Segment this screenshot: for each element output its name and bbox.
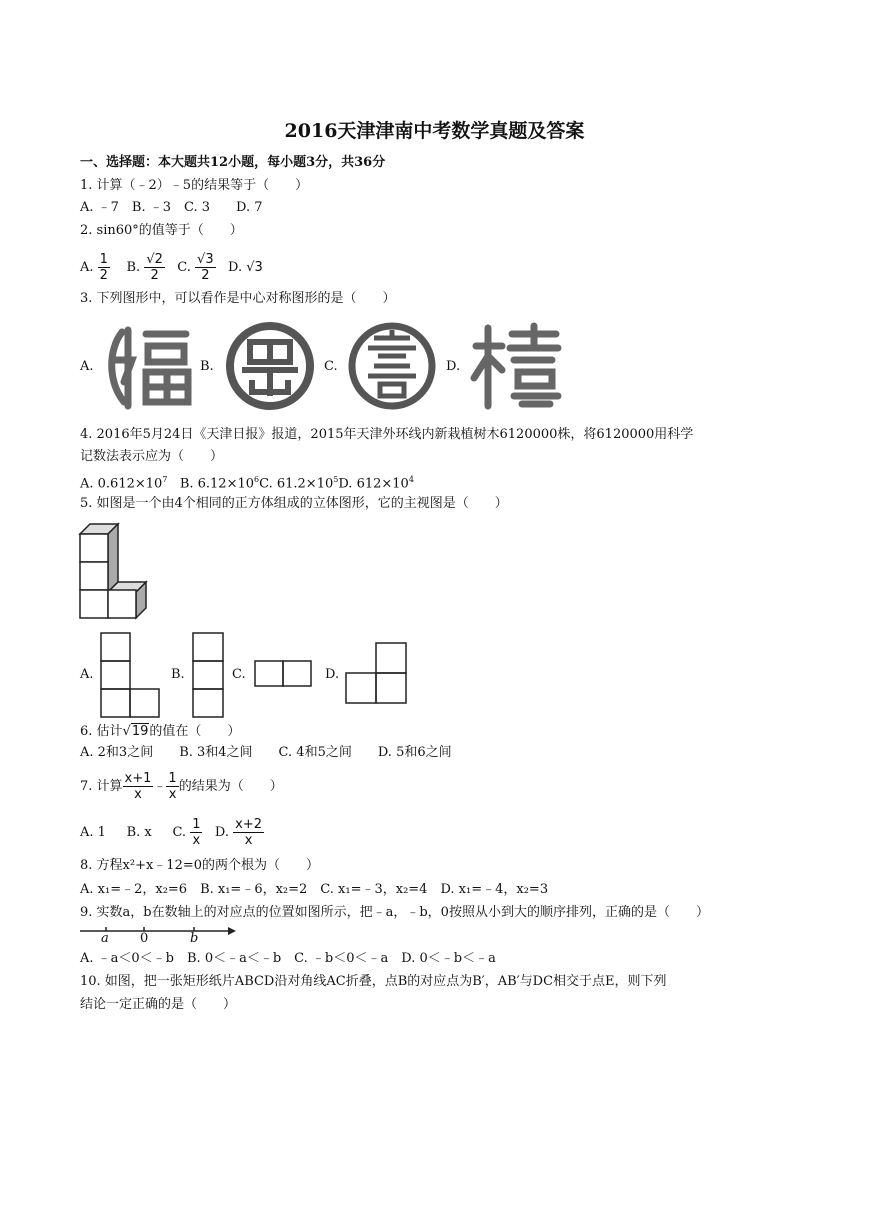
q4-stem-line1: 4. 2016年5月24日《天津日报》报道，2015年天津外环线内新栽植树木6120000株，将6120000用科学 [80,427,694,442]
q3-label-d: D. [446,359,461,374]
q5-label-a: A. [80,667,94,682]
q3-label-c: C. [324,359,338,374]
q5-label-b: B. [171,667,185,682]
q7-option-c-label: C. [172,825,187,840]
fraction-denominator: 2 [201,268,210,283]
q9-options: A. ﹣a＜0＜﹣b B. 0＜﹣a＜﹣b C. ﹣b＜0＜﹣a D. 0＜﹣b＜﹣a [80,951,496,966]
fraction-numerator: 1 [168,771,177,786]
q7-fraction-1 [123,771,154,802]
q5-label-d: D. [325,667,340,682]
q9-axis-label-a: a [101,931,109,946]
q4-option-c: C. 61.2×10 [259,476,334,492]
fraction-numerator: x+2 [235,817,262,832]
q5-solid-figure [78,518,158,620]
q7-option-d-fraction [233,817,264,848]
q4-option-b: B. 6.12×10 [179,476,255,492]
fraction-denominator: x [244,833,253,848]
q7-stem [80,770,283,804]
q3-stem: 3. 下列图形中，可以看作是中心对称图形的是（ ） [80,291,396,306]
q5-option-b-view [192,632,226,718]
fraction-numerator: √3 [197,252,214,267]
fraction-numerator: √2 [146,252,163,267]
q10-stem-line1: 10. 如图，把一张矩形纸片ABCD沿对角线AC折叠，点B的对应点为B′，AB′与DC相交于点E，则下列 [80,974,667,989]
q6-radical: √19 [122,724,149,739]
q2-option-b-fraction [144,252,165,283]
q5-option-d-view [345,642,409,704]
section-heading: 一、选择题：本大题共12小题，每小题3分，共36分 [80,155,386,170]
fraction-denominator: x [168,787,177,802]
q2-option-d-value: √3 [246,260,263,275]
q7-stem-suffix: 的结果为（ ） [178,779,283,794]
q7-option-c-fraction [190,817,202,848]
fraction-numerator: 1 [99,252,108,267]
q6-options: A. 2和3之间 B. 3和4之间 C. 4和5之间 D. 5和6之间 [80,745,452,760]
q2-option-c-label: C. [177,260,191,275]
q7-option-a: A. 1 [80,825,106,840]
q3-label-b: B. [200,359,214,374]
q6-stem-suffix: 的值在（ ） [149,724,241,739]
q8-stem: 8. 方程x²+x﹣12=0的两个根为（ ） [80,858,320,873]
fraction-denominator: x [192,833,201,848]
q4-option-a-exponent: 7 [162,475,168,484]
q4-option-d-exponent: 4 [408,475,414,484]
fraction-numerator: x+1 [124,771,152,786]
q2-option-a-label: A. [80,260,94,275]
q6-radicand: 19 [131,724,149,739]
q2-option-b-label: B. [126,260,141,275]
q7-stem-prefix: 7. 计算 [80,779,123,794]
q5-stem: 5. 如图是一个由4个相同的正方体组成的立体图形，它的主视图是（ ） [80,496,508,511]
q4-option-c-exponent: 5 [333,475,339,484]
q7-option-b: B. x [126,825,152,840]
q2-option-c-fraction [195,252,216,283]
q2-option-a-fraction [98,252,110,283]
fraction-numerator: 1 [192,817,201,832]
q3-figure-d-seal [466,320,566,412]
fraction-denominator: 2 [99,268,108,283]
q8-options: A. x₁=﹣2，x₂=6 B. x₁=﹣6，x₂=2 C. x₁=﹣3，x₂=4 D. x₁=﹣4，x₂=3 [80,882,549,897]
q5-label-c: C. [232,667,246,682]
q3-figure-b-seal [222,320,318,412]
q2-options [80,248,263,288]
q6-stem [80,720,240,744]
q4-options [80,471,414,493]
q4-option-a: A. 0.612×10 [80,476,163,492]
q10-stem-line2: 结论一定正确的是（ ） [80,997,237,1012]
q1-stem: 1. 计算（﹣2）﹣5的结果等于（ ） [80,178,309,193]
q9-axis-label-zero: 0 [140,931,149,946]
q2-option-d-label: D. [228,260,243,275]
q5-option-c-view [254,660,314,688]
q1-options: A. ﹣7 B. ﹣3 C. 3 D. 7 [80,200,263,215]
q4-stem-line2: 记数法表示应为（ ） [80,449,224,464]
q6-stem-prefix: 6. 估计 [80,724,123,739]
q4-option-b-exponent: 6 [254,475,260,484]
q7-minus-sign: ﹣ [153,779,167,794]
q7-fraction-2 [166,771,178,802]
page-title: 2016天津津南中考数学真题及答案 [284,120,585,142]
q3-label-a: A. [80,359,94,374]
fraction-denominator: 2 [150,268,159,283]
q9-axis-label-b: b [190,931,199,946]
fraction-denominator: x [134,787,142,802]
q7-options [80,816,264,850]
q3-figure-a-seal [102,320,198,412]
q4-option-d: D. 612×10 [338,476,409,492]
q3-figure-c-seal [344,320,440,412]
q2-stem: 2. sin60°的值等于（ ） [80,223,243,238]
q7-option-d-label: D. [214,825,229,840]
q9-stem: 9. 实数a，b在数轴上的对应点的位置如图所示，把﹣a，﹣b，0按照从小到大的顺序排列，正确的是（ ） [80,905,709,920]
q5-option-a-view [100,632,162,718]
